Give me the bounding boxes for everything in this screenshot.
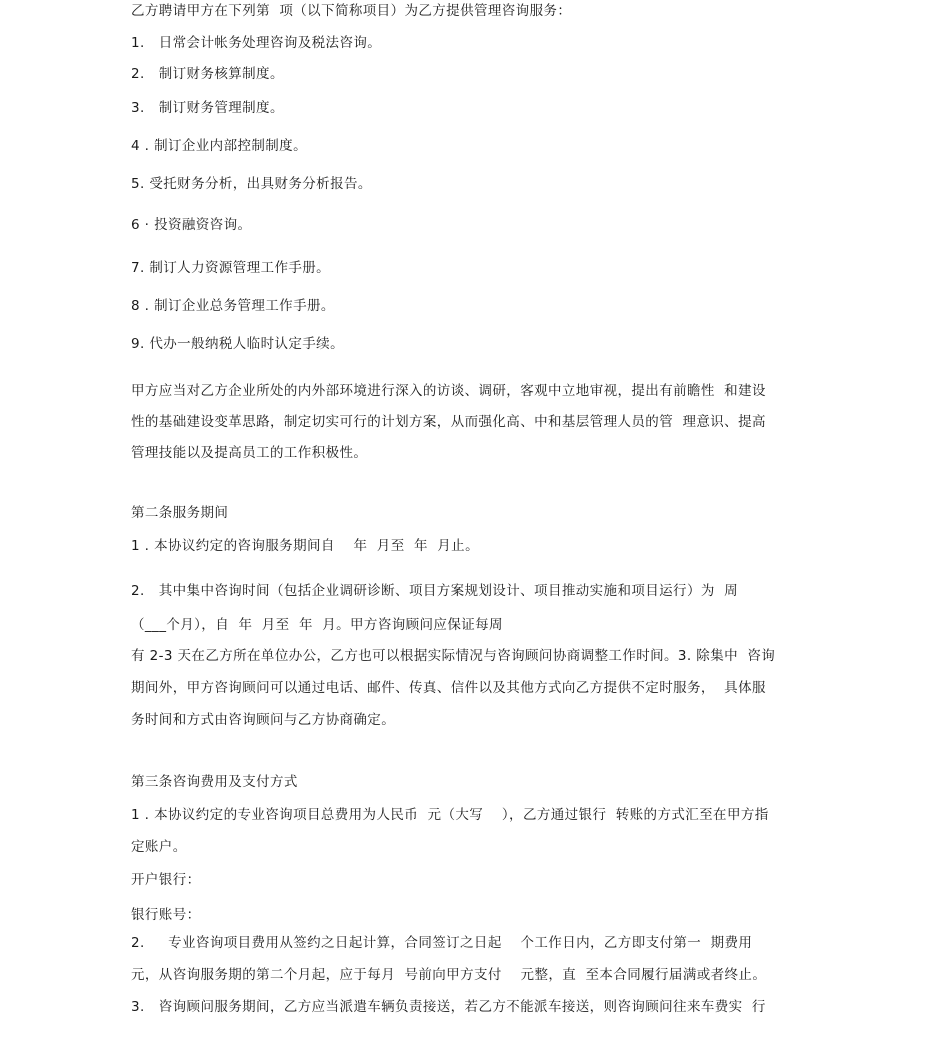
service-item-9: 9. 代办一般纳税人临时认定手续。 [131,336,344,352]
section3-line-7: 3. 咨询顾问服务期间，乙方应当派遣车辆负责接送，若乙方不能派车接送，则咨询顾问往来车费实 行 [131,999,766,1015]
intro-line: 乙方聘请甲方在下列第 项（以下简称项目）为乙方提供管理咨询服务： [131,3,572,19]
section3-line-5: 2. 专业咨询项目费用从签约之日起计算，合同签订之日起 个工作日内，乙方即支付第一 期费用 [131,935,753,951]
section2-line-2: 2. 其中集中咨询时间（包括企业调研诊断、项目方案规划设计、项目推动实施和项目运行）为 周 [131,583,739,599]
section2-line-5: 期间外，甲方咨询顾问可以通过电话、邮件、传真、信件以及其他方式向乙方提供不定时服务， 具体服 [131,680,766,696]
service-item-5: 5. 受托财务分析，出具财务分析报告。 [131,176,372,192]
section3-line-6: 元，从咨询服务期的第二个月起，应于每月 号前向甲方支付 元整，直 至本合同履行届满或者终止。 [131,967,767,983]
section2-line-4: 有 2-3 天在乙方所在单位办公，乙方也可以根据实际情况与咨询顾问协商调整工作时间。3. 除集中 咨询 [131,648,776,664]
service-item-2: 2. 制订财务核算制度。 [131,66,284,82]
paragraph1-line-3: 管理技能以及提高员工的工作积极性。 [131,445,368,461]
service-item-8: 8 . 制订企业总务管理工作手册。 [131,298,335,314]
section2-line-3: （___个月），自 年 月至 年 月。甲方咨询顾问应保证每周 [131,617,503,633]
service-item-7: 7. 制订人力资源管理工作手册。 [131,260,331,276]
paragraph1-line-1: 甲方应当对乙方企业所处的内外部环境进行深入的访谈、调研，客观中立地审视，提出有前瞻性 和建设 [131,383,766,399]
bank-account-label: 银行账号： [131,907,201,923]
service-item-3: 3. 制订财务管理制度。 [131,100,284,116]
section2-line-1: 1 . 本协议约定的咨询服务期间自 年 月至 年 月止。 [131,538,479,554]
service-item-6: 6 · 投资融资咨询。 [131,217,252,233]
section3-title: 第三条咨询费用及支付方式 [131,774,298,790]
paragraph1-line-2: 性的基础建设变革思路，制定切实可行的计划方案，从而强化高、中和基层管理人员的管 理意识、提高 [131,414,766,430]
bank-name-label: 开户银行： [131,872,201,888]
section3-line-1: 1 . 本协议约定的专业咨询项目总费用为人民币 元（大写 ），乙方通过银行 转账的方式汇至在甲方指 [131,807,769,823]
section2-line-6: 务时间和方式由咨询顾问与乙方协商确定。 [131,712,396,728]
service-item-4: 4 . 制订企业内部控制制度。 [131,138,307,154]
service-item-1: 1. 日常会计帐务处理咨询及税法咨询。 [131,35,382,51]
section3-line-2: 定账户。 [131,839,187,855]
section2-title: 第二条服务期间 [131,505,229,521]
